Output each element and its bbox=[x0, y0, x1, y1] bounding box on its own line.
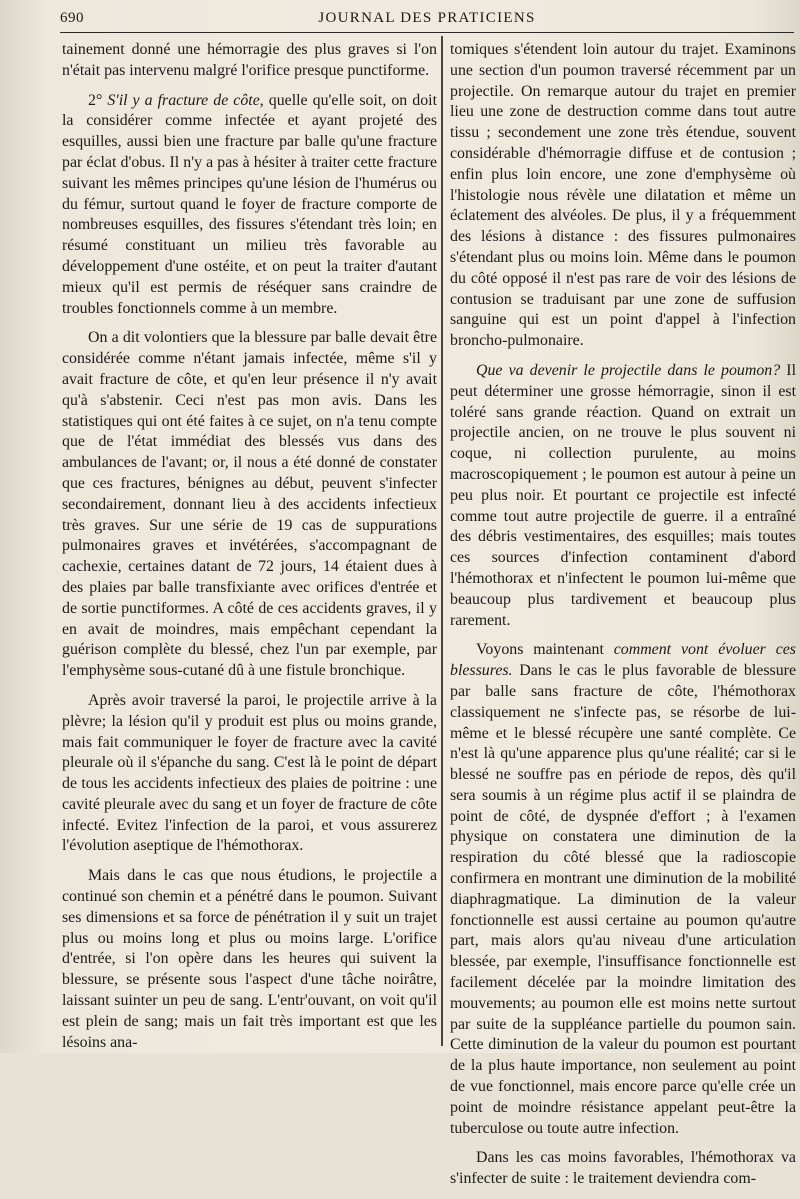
paragraph bbox=[450, 1148, 796, 1190]
text-run: Voyons maintenant bbox=[476, 641, 614, 659]
italic-text-run: Que va devenir le projectile dans le poumon? bbox=[476, 361, 781, 379]
text-run: On a dit volontiers que la blessure par balle devait être considérée comme n'étant jamais infectée, même s'il y avait fracture de côte, et qu'en leur présence il n'y avait qu'à s'abstenir. Ceci n'est pas mon avis. Dans les statistiques qui ont été faites à ce sujet, on n'a tenu compte que de l'état immédiat des blessés vus dans des ambulances de l'avant; or, il nous a été donné de constater que ces fractures, bénignes au début, peuvent s'infecter secondairement, donnant lieu à des accidents infectieux très graves. Sur une série de 19 cas de suppurations pulmonaires graves et invétérées, s'accompagnant de cachexie, certaines datant de 72 jours, 14 étaient dues à des plaies par balle transfixiante avec orifices d'entrée et de sortie punctiformes. A côté de ces accidents graves, il y en avait de moindres, mais empêchant cependant la guérison complète du blessé, chez l'un par exemple, par l'emphysème sous-cutané dû à une fistule bronchique. bbox=[62, 329, 437, 680]
journal-title: JOURNAL DES PRATICIENS bbox=[318, 10, 536, 26]
right-text-column bbox=[450, 40, 796, 1199]
paragraph bbox=[62, 866, 437, 1053]
text-run: tomiques s'étendent loin autour du trajet. Examinons une section d'un poumon traversé récemment par un projectile. On remarque autour du trajet en premier lieu une zone de destruction comme dans tout autre tissu ; secondement une zone très étendue, souvent considérable d'hémorragie diffuse et de contusion ; enfin plus loin encore, une zone d'emphysème où l'histologie nous révèle une dilatation et même un éclatement des alvéoles. De plus, il y a fréquemment des lésions à distance : des fissures pulmonaires s'étendant plus ou moins loin. Même dans le poumon du côté opposé il n'est pas rare de voir des lésions de contusion se traduisant par une zone de suffusion sanguine qui est un point d'appel à l'infection broncho-pulmonaire. bbox=[450, 41, 796, 350]
text-run: Dans le cas le plus favorable de blessure par balle sans fracture de côte, l'hémothorax classiquement ne s'infecte pas, se résorbe de lui-même et le blessé récupère une santé complète. Ce n'est là qu'une apparence plus qu'une réalité; car si le blessé ne souffre pas en période de repos, dès qu'il sera soumis à un régime plus actif il se plaindra de point de côté, de dyspnée d'effort ; à l'examen physique on constatera une diminution de la respiration du côté blessé que la radioscopie confirmera en montrant une diminution de la mobilité diaphragmatique. La diminution de la valeur fonctionnelle est aussi certaine au poumon qu'autre part, mais alors qu'au niveau d'une articulation blessée, par exemple, l'insuffisance fonctionnelle est facilement décelée par la moindre limitation des mouvements; au poumon elle est moins nette surtout par suite de la suppléance partielle du poumon sain. Cette diminution de la valeur du poumon est pourtant de la plus haute importance, non seulement au point de vue fonctionnel, mais encore parce qu'elle crée un point de moindre résistance appelant peut-être la tuberculose ou toute autre infection. bbox=[450, 662, 796, 1137]
paragraph bbox=[450, 40, 796, 352]
column-divider bbox=[441, 36, 443, 1046]
italic-text-run: S'il y a fracture de côte, bbox=[107, 91, 264, 109]
left-text-column bbox=[62, 40, 437, 1062]
paragraph bbox=[62, 91, 437, 320]
text-run: Il peut déterminer une grosse hémorragie, sinon il est toléré sans grande réaction. Quand on extrait un projectile ancien, on ne trouve le plus souvent ni coque, ni collection purulente, au moins macroscopiquement ; le poumon est autour à peine un peu plus noir. Et pourtant ce projectile est infecté comme tout autre projectile de guerre. il a entraîné des débris vestimentaires, des esquilles; mais toutes ces sources d'infection contaminent d'abord l'hémothorax et n'infectent le poumon lui-même que beaucoup plus tardivement et beaucoup plus rarement. bbox=[450, 361, 796, 629]
text-run: Dans les cas moins favorables, l'hémothorax va s'infecter de suite : le traitement deviendra com- bbox=[450, 1149, 796, 1188]
paragraph bbox=[62, 691, 437, 857]
text-run: 2° bbox=[88, 91, 108, 109]
text-run: quelle qu'elle soit, on doit la considérer comme infectée et ayant projeté des esquilles, aussi bien une fracture par balle qu'une fracture par éclat d'obus. Il n'y a pas à hésiter à traiter cette fracture suivant les mêmes principes qu'une lésion de l'humérus ou du fémur, surtout quand le foyer de fracture comporte de nombreuses esquilles, des fissures s'étendant très loin; en résumé constituant un milieu très favorable au développement d'une ostéite, et on peut la traiter d'autant mieux qu'il est permis de réséquer sans craindre de troubles fonctionnels comme à un membre. bbox=[62, 91, 437, 317]
paragraph bbox=[450, 361, 796, 631]
page-header bbox=[60, 10, 794, 33]
text-run: tainement donné une hémorragie des plus graves si l'on n'était pas intervenu malgré l'orifice presque punctiforme. bbox=[62, 41, 437, 79]
paragraph bbox=[62, 40, 437, 82]
page-number: 690 bbox=[60, 10, 84, 26]
italic-text-run: comment vont évoluer ces blessures. bbox=[450, 641, 796, 680]
text-run: Mais dans le cas que nous étudions, le projectile a continué son chemin et a pénétré dans le poumon. Suivant ses dimensions et sa force de pénétration il y suit un trajet plus ou moins long et plus ou moins large. L'orifice d'entrée, si l'on opère dans les heures qui suivent la blessure, se présente sous l'aspect d'une tâche noirâtre, laissant suinter un peu de sang. L'entr'ouvant, on voit qu'il est plein de sang; mais un fait très important est que les lésoins ana- bbox=[62, 867, 437, 1051]
paragraph bbox=[450, 640, 796, 1139]
text-run: Après avoir traversé la paroi, le projectile arrive à la plèvre; la lésion qu'il y produit est plus ou moins grande, mais fait communiquer le foyer de fracture avec la cavité pleurale où il s'épanche du sang. C'est là le point de départ de tous les accidents infectieux des plaies de poitrine : une cavité pleurale avec du sang et un foyer de fracture de côte infecté. Evitez l'infection de la paroi, et vous assurerez l'évolution aseptique de l'hémothorax. bbox=[62, 691, 437, 855]
paragraph bbox=[62, 328, 437, 682]
